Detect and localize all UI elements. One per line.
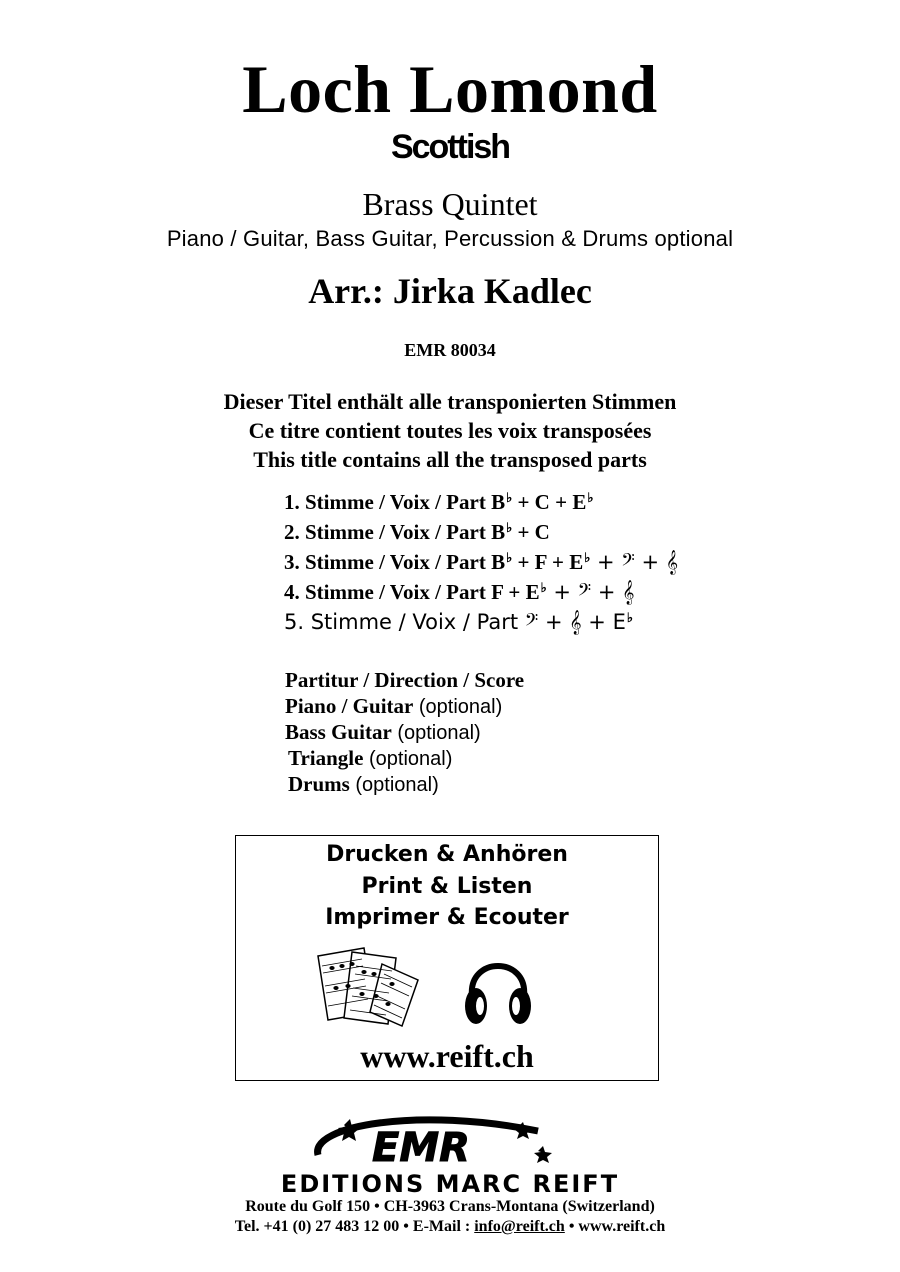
extra-score: Partitur / Direction / Score — [285, 668, 525, 692]
part-5: 5. Stimme / Voix / Part 𝄢 + 𝄞 + E♭ — [284, 610, 633, 634]
arranger: Arr.: Jirka Kadlec — [308, 271, 592, 311]
contact-website[interactable]: • www.reift.ch — [564, 1218, 666, 1235]
note-english: This title contains all the transposed parts — [253, 447, 647, 472]
extra-bass-guitar: Bass Guitar (optional) — [285, 720, 481, 744]
title: Loch Lomond — [242, 51, 658, 127]
publisher-address: Route du Golf 150 • CH-3963 Crans-Montana (Switzerland) — [245, 1198, 655, 1215]
emr-logo — [300, 1105, 600, 1169]
promo-line-de: Drucken & Anhören — [326, 842, 568, 867]
extra-drums: Drums (optional) — [288, 772, 439, 796]
ensemble: Brass Quintet — [362, 186, 538, 222]
contact-phone: Tel. +41 (0) 27 483 12 00 • E-Mail : — [234, 1218, 475, 1235]
promo-line-fr: Imprimer & Ecouter — [325, 905, 569, 930]
publisher-contact — [0, 1218, 900, 1236]
website-link[interactable]: www.reift.ch — [360, 1038, 534, 1074]
promo-box — [235, 835, 659, 1081]
headphones-icon — [462, 946, 534, 1028]
note-german: Dieser Titel enthält alle transponierten Stimmen — [223, 389, 677, 414]
part-1: 1. Stimme / Voix / Part B♭ + C + E♭ — [284, 490, 594, 514]
note-french: Ce titre contient toutes les voix transposées — [248, 418, 652, 443]
sheet-music-icon — [312, 946, 422, 1028]
email-link[interactable]: info@reift.ch — [474, 1218, 565, 1235]
promo-line-en: Print & Listen — [361, 874, 533, 899]
part-4: 4. Stimme / Voix / Part F + E♭ + 𝄢 + 𝄞 — [284, 580, 635, 604]
subtitle: Scottish — [390, 128, 510, 166]
catalog-number: EMR 80034 — [404, 340, 496, 360]
optional-instruments: Piano / Guitar, Bass Guitar, Percussion & Drums optional — [166, 226, 734, 251]
publisher-name: EDITIONS MARC REIFT — [280, 1170, 620, 1198]
extra-triangle: Triangle (optional) — [288, 746, 453, 770]
part-2: 2. Stimme / Voix / Part B♭ + C — [284, 520, 550, 544]
part-3: 3. Stimme / Voix / Part B♭ + F + E♭ + 𝄢 + 𝄞 — [284, 550, 679, 574]
logo-text: EMR — [372, 1125, 470, 1169]
extra-piano-guitar: Piano / Guitar (optional) — [285, 694, 503, 718]
